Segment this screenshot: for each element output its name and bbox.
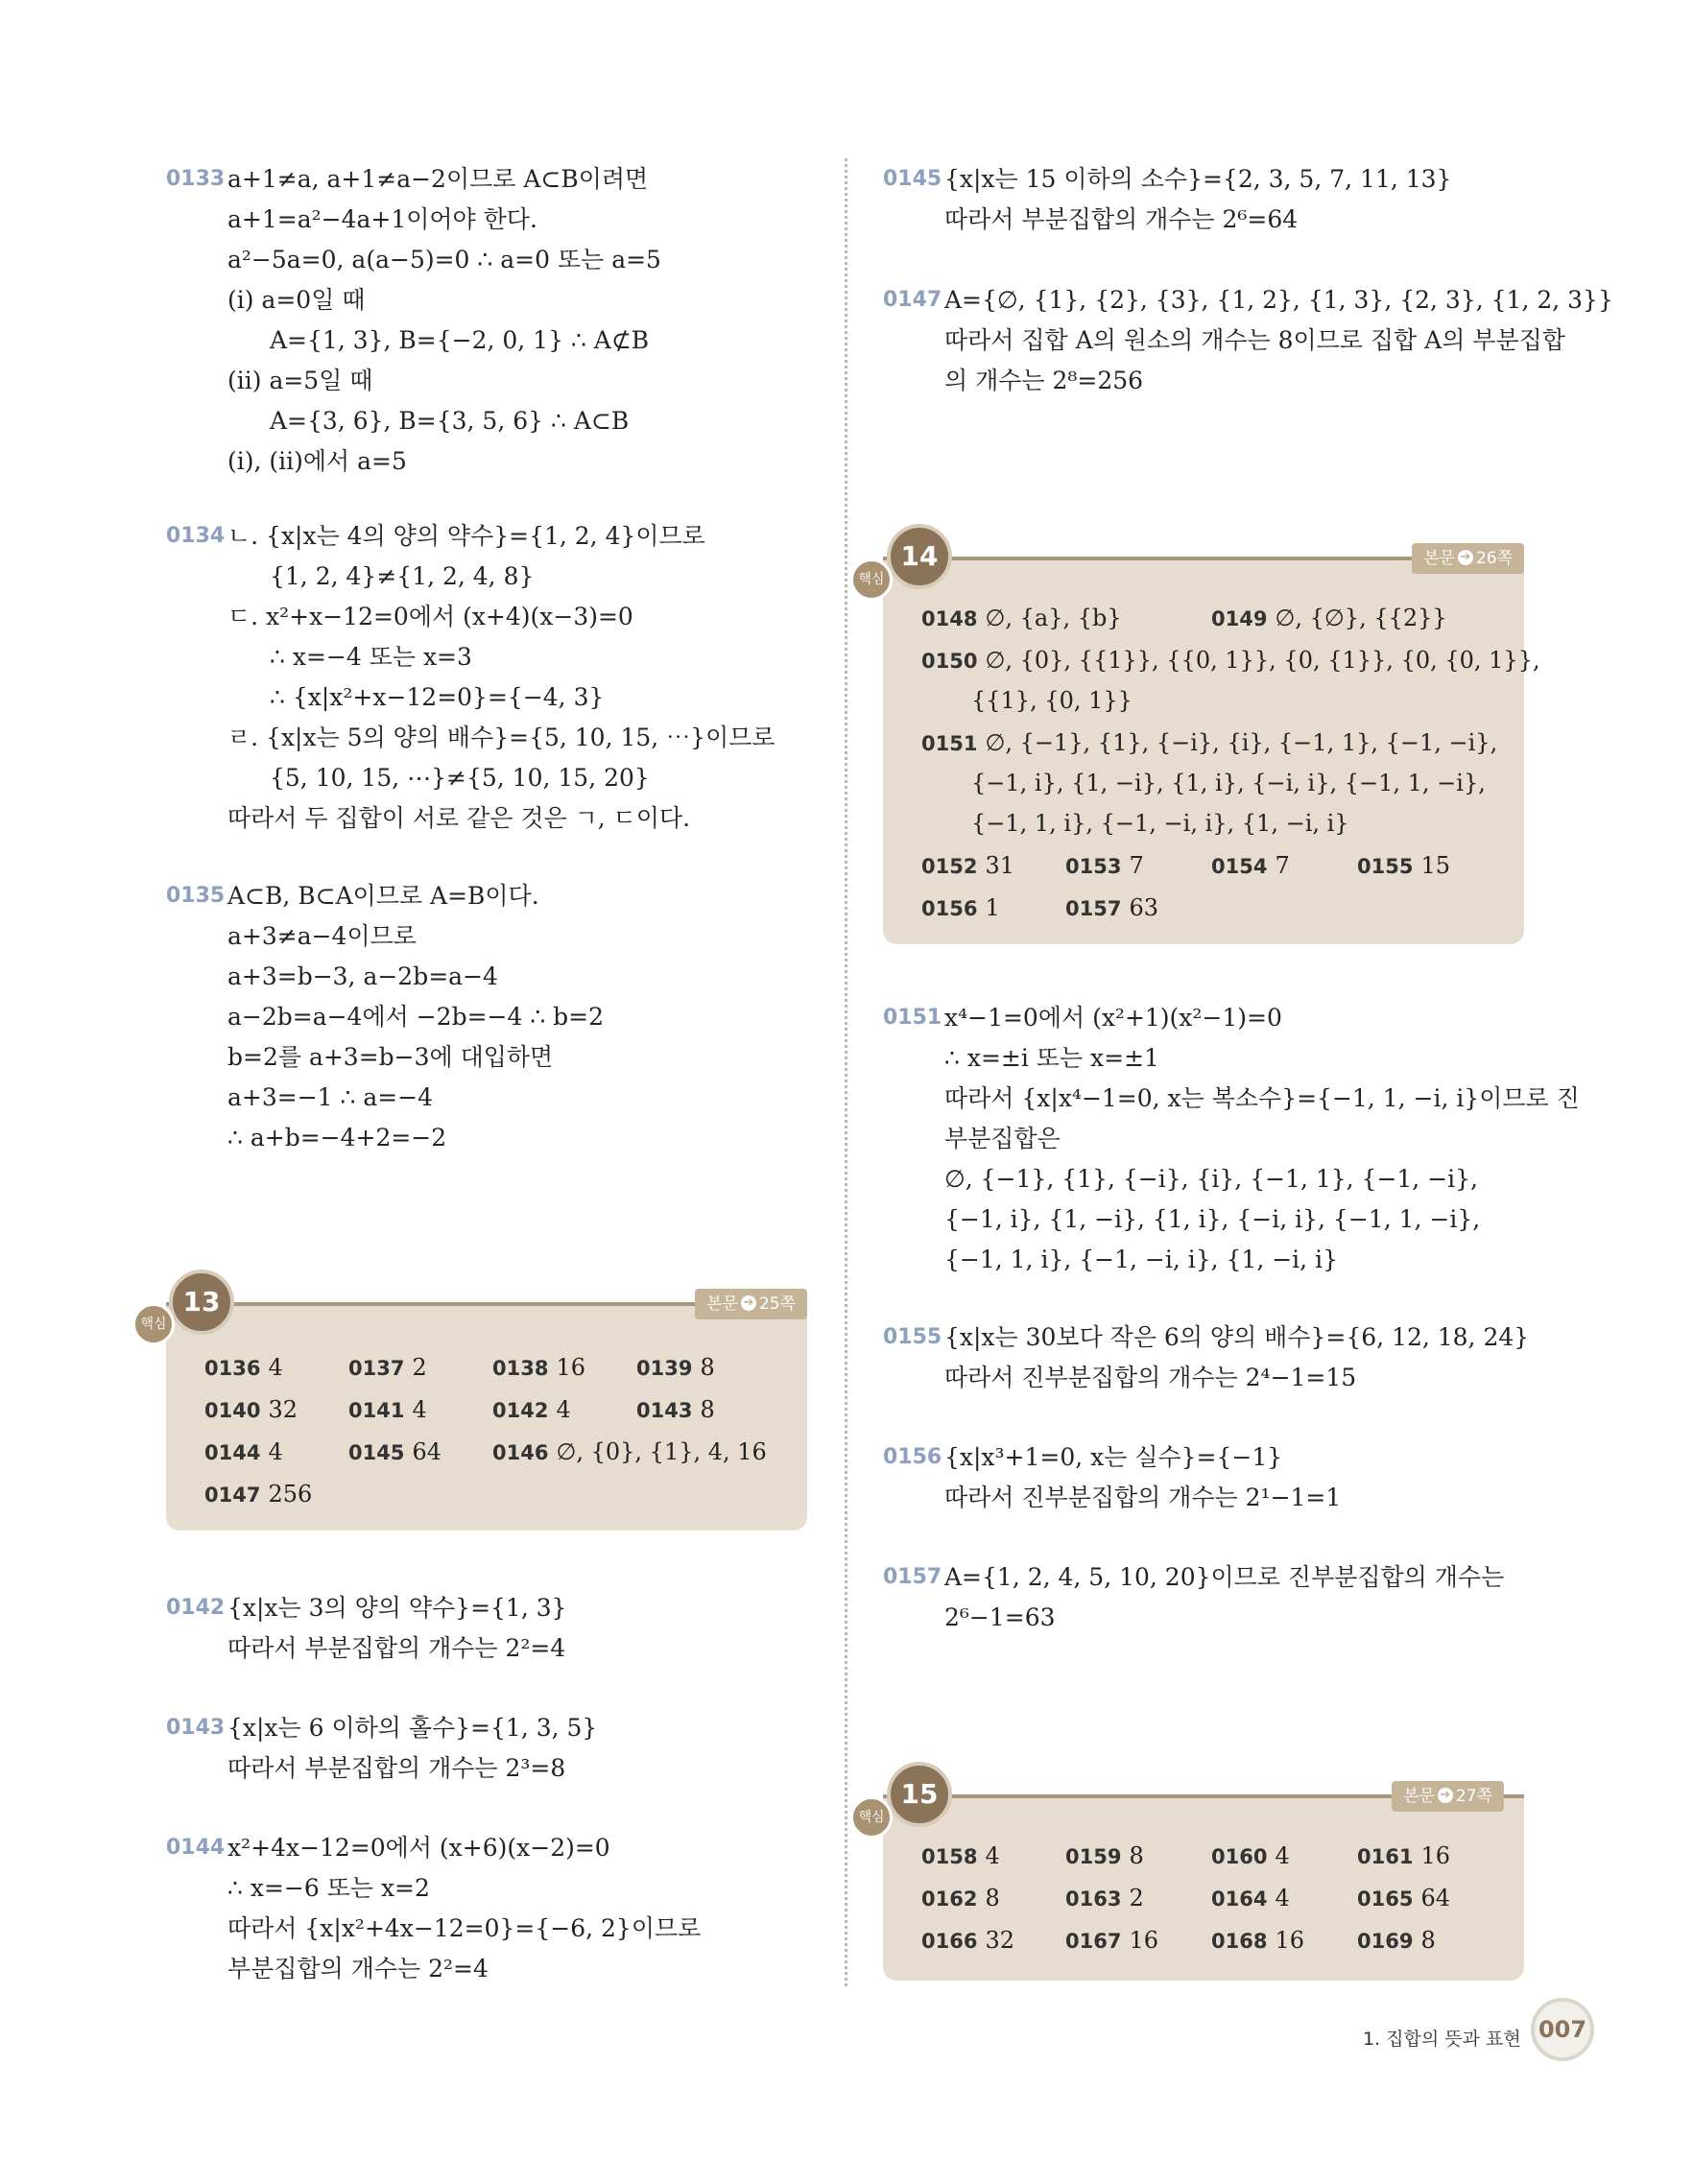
answer-value: ∅, {a}, {b} xyxy=(985,605,1122,631)
answer-value: {−1, 1, i}, {−1, −i, i}, {1, −i, i} xyxy=(971,810,1349,837)
answer-value: ∅, {0}, {{1}}, {{0, 1}}, {0, {1}}, {0, {0, 1}}, xyxy=(985,647,1540,674)
problem-0134 xyxy=(166,516,799,839)
solution-line: ㄴ. {x|x는 4의 양의 약수}={1, 2, 4}이므로 xyxy=(227,522,705,550)
problem-number: 0157 xyxy=(883,1565,942,1589)
answer-item xyxy=(971,764,1486,802)
answer-item xyxy=(921,1921,1014,1959)
core-label: 핵심 xyxy=(132,1303,175,1345)
solution-line: a+3=−1 ∴ a=−4 xyxy=(227,1083,434,1111)
solution-line: A={3, 6}, B={3, 5, 6} ∴ A⊂B xyxy=(270,407,630,435)
solution-line: a+3=b−3, a−2b=a−4 xyxy=(227,962,498,990)
problem-0142 xyxy=(166,1588,799,1669)
answer-item xyxy=(1211,1921,1304,1959)
answer-value: 4 xyxy=(556,1396,571,1423)
answer-number: 0161 xyxy=(1357,1845,1414,1868)
ref-prefix: 본문 xyxy=(1423,549,1455,568)
answer-item xyxy=(492,1433,767,1471)
answer-item xyxy=(1065,1921,1158,1959)
answer-value: 64 xyxy=(1420,1885,1450,1911)
solution-line: 따라서 두 집합이 서로 같은 것은 ㄱ, ㄷ이다. xyxy=(227,804,691,832)
solution-line: {x|x는 30보다 작은 6의 양의 배수}={6, 12, 18, 24} xyxy=(944,1323,1530,1351)
answer-item xyxy=(921,846,1014,885)
answer-number: 0157 xyxy=(1065,897,1122,920)
answer-value: 32 xyxy=(985,1927,1014,1954)
solution-line: a+3≠a−4이므로 xyxy=(227,922,417,950)
solution-line: A={∅, {1}, {2}, {3}, {1, 2}, {1, 3}, {2, 3}, {1, 2, 3}} xyxy=(944,286,1613,314)
answer-value: 4 xyxy=(268,1438,283,1465)
problem-number: 0143 xyxy=(166,1716,226,1740)
answer-value: {−1, i}, {1, −i}, {1, i}, {−i, i}, {−1, 1, −i}, xyxy=(971,770,1486,796)
answer-value: 1 xyxy=(985,894,1000,921)
answer-item xyxy=(1065,889,1158,927)
page-reference xyxy=(1392,1781,1504,1812)
answer-item xyxy=(348,1348,427,1387)
section-badge-14: 14 xyxy=(887,524,952,589)
answer-item xyxy=(1211,846,1290,885)
answer-number: 0168 xyxy=(1211,1930,1268,1953)
problem-0147 xyxy=(883,280,1613,401)
answer-number: 0156 xyxy=(921,897,978,920)
solution-line: ∴ x=−6 또는 x=2 xyxy=(227,1874,430,1902)
answer-value: 16 xyxy=(1275,1927,1304,1954)
answer-value: 256 xyxy=(268,1481,313,1507)
problem-number: 0133 xyxy=(166,167,226,191)
answer-number: 0136 xyxy=(204,1357,261,1380)
solution-line: a+1=a²−4a+1이어야 한다. xyxy=(227,205,537,233)
problem-number: 0147 xyxy=(883,288,942,312)
answer-value: 8 xyxy=(700,1354,715,1381)
answer-item xyxy=(921,641,1540,679)
answer-value: 63 xyxy=(1129,894,1158,921)
answer-value: 2 xyxy=(412,1354,427,1381)
answer-item xyxy=(636,1348,715,1387)
answer-value: 8 xyxy=(1129,1842,1144,1869)
answer-item xyxy=(348,1433,441,1471)
solution-line: 따라서 {x|x⁴−1=0, x는 복소수}={−1, 1, −i, i}이므로 진 xyxy=(944,1084,1580,1112)
answer-number: 0155 xyxy=(1357,855,1414,878)
answer-item xyxy=(204,1475,312,1513)
solution-line: ∴ a+b=−4+2=−2 xyxy=(227,1124,447,1151)
answer-item xyxy=(1357,1921,1436,1959)
problem-0144 xyxy=(166,1828,799,1989)
ref-prefix: 본문 xyxy=(706,1294,738,1314)
problem-0155 xyxy=(883,1318,1536,1398)
problem-0156 xyxy=(883,1437,1536,1518)
answer-number: 0160 xyxy=(1211,1845,1268,1868)
answer-number: 0158 xyxy=(921,1845,978,1868)
problem-0133 xyxy=(166,159,799,482)
answer-item xyxy=(1065,846,1144,885)
answer-number: 0159 xyxy=(1065,1845,1122,1868)
answer-value: 4 xyxy=(1275,1842,1290,1869)
solution-line: ㄷ. x²+x−12=0에서 (x+4)(x−3)=0 xyxy=(227,603,633,630)
answer-item xyxy=(1211,1837,1290,1875)
solution-line: {5, 10, 15, ⋯}≠{5, 10, 15, 20} xyxy=(270,764,650,792)
answer-item xyxy=(204,1348,283,1387)
answer-value: 64 xyxy=(412,1438,441,1465)
answer-value: 7 xyxy=(1129,852,1144,879)
problem-0143 xyxy=(166,1708,799,1789)
problem-0145 xyxy=(883,159,1536,240)
answer-number: 0164 xyxy=(1211,1887,1268,1911)
answer-value: {{1}, {0, 1}} xyxy=(971,687,1133,714)
solution-line: A={1, 3}, B={−2, 0, 1} ∴ A⊄B xyxy=(270,326,650,354)
problem-0157 xyxy=(883,1557,1536,1638)
answer-number: 0154 xyxy=(1211,855,1268,878)
solution-line: {x|x³+1=0, x는 실수}={−1} xyxy=(944,1443,1283,1471)
answer-number: 0162 xyxy=(921,1887,978,1911)
answer-item xyxy=(921,724,1497,762)
answer-item xyxy=(921,1879,1000,1917)
solution-line: {−1, 1, i}, {−1, −i, i}, {1, −i, i} xyxy=(944,1246,1338,1273)
answer-value: 8 xyxy=(985,1885,1000,1911)
answer-value: ∅, {0}, {1}, 4, 16 xyxy=(556,1438,767,1465)
answer-number: 0137 xyxy=(348,1357,405,1380)
solution-line: (i) a=0일 때 xyxy=(227,286,366,314)
ref-prefix: 본문 xyxy=(1403,1787,1435,1806)
section-badge-13: 13 xyxy=(169,1270,234,1335)
solution-line: 따라서 부분집합의 개수는 2⁶=64 xyxy=(944,205,1299,233)
answer-number: 0166 xyxy=(921,1930,978,1953)
answer-item xyxy=(1065,1837,1144,1875)
solution-line: {x|x는 3의 양의 약수}={1, 3} xyxy=(227,1594,567,1622)
answer-item xyxy=(1357,846,1450,885)
answer-number: 0141 xyxy=(348,1399,405,1422)
answer-value: 4 xyxy=(412,1396,427,1423)
answer-number: 0150 xyxy=(921,650,978,673)
solution-line: a−2b=a−4에서 −2b=−4 ∴ b=2 xyxy=(227,1003,605,1031)
answer-number: 0151 xyxy=(921,732,978,755)
answer-value: 8 xyxy=(700,1396,715,1423)
answer-value: 4 xyxy=(985,1842,1000,1869)
solution-line: A={1, 2, 4, 5, 10, 20}이므로 진부분집합의 개수는 xyxy=(944,1563,1505,1591)
solution-line: ∅, {−1}, {1}, {−i}, {i}, {−1, 1}, {−1, −i}, xyxy=(944,1165,1478,1193)
answer-number: 0138 xyxy=(492,1357,549,1380)
answer-box-15 xyxy=(883,1794,1524,1981)
answer-value: 16 xyxy=(556,1354,585,1381)
solution-line: 따라서 부분집합의 개수는 2³=8 xyxy=(227,1754,566,1782)
problem-0135 xyxy=(166,876,799,1158)
answer-item xyxy=(492,1390,571,1429)
solution-line: x²+4x−12=0에서 (x+6)(x−2)=0 xyxy=(227,1834,610,1862)
answer-number: 0145 xyxy=(348,1441,405,1464)
answer-item xyxy=(1357,1837,1450,1875)
answer-item xyxy=(971,804,1349,843)
problem-number: 0134 xyxy=(166,524,226,548)
answer-value: 32 xyxy=(268,1396,298,1423)
answer-item xyxy=(204,1433,283,1471)
answer-box-13 xyxy=(166,1294,807,1531)
problem-0151 xyxy=(883,998,1580,1280)
answer-number: 0144 xyxy=(204,1441,261,1464)
arrow-right-icon: ➔ xyxy=(1438,1788,1453,1803)
solution-line: 의 개수는 2⁸=256 xyxy=(944,367,1144,394)
answer-number: 0169 xyxy=(1357,1930,1414,1953)
solution-line: 부분집합의 개수는 2²=4 xyxy=(227,1955,489,1982)
answer-item xyxy=(1211,1879,1290,1917)
arrow-right-icon: ➔ xyxy=(1458,550,1473,565)
solution-line: ∴ x=±i 또는 x=±1 xyxy=(944,1044,1159,1072)
answer-item xyxy=(1357,1879,1450,1917)
solution-line: b=2를 a+3=b−3에 대입하면 xyxy=(227,1043,554,1071)
solution-line: 2⁶−1=63 xyxy=(944,1603,1056,1631)
answer-number: 0152 xyxy=(921,855,978,878)
solution-line: 부분집합은 xyxy=(944,1125,1061,1152)
answer-value: 2 xyxy=(1129,1885,1144,1911)
answer-item xyxy=(971,681,1133,720)
solution-line: 따라서 진부분집합의 개수는 2⁴−1=15 xyxy=(944,1364,1357,1391)
answer-value: 16 xyxy=(1129,1927,1158,1954)
answer-item xyxy=(921,599,1122,637)
answer-value: 15 xyxy=(1420,852,1450,879)
answer-item xyxy=(492,1348,585,1387)
problem-number: 0135 xyxy=(166,884,226,908)
answer-item xyxy=(1065,1879,1144,1917)
page-reference xyxy=(695,1289,807,1319)
solution-line: ㄹ. {x|x는 5의 양의 배수}={5, 10, 15, ⋯}이므로 xyxy=(227,724,775,751)
answer-item xyxy=(921,1837,1000,1875)
ref-page: 25쪽 xyxy=(758,1294,796,1314)
problem-number: 0151 xyxy=(883,1006,942,1030)
solution-line: 따라서 {x|x²+4x−12=0}={−6, 2}이므로 xyxy=(227,1914,702,1942)
column-divider xyxy=(845,158,847,1986)
answer-value: 7 xyxy=(1275,852,1290,879)
solution-line: ∴ x=−4 또는 x=3 xyxy=(270,643,472,671)
answer-number: 0146 xyxy=(492,1441,549,1464)
answer-item xyxy=(348,1390,427,1429)
ref-page: 27쪽 xyxy=(1455,1787,1492,1806)
answer-value: 4 xyxy=(1275,1885,1290,1911)
section-badge-15: 15 xyxy=(887,1762,952,1827)
solution-line: (i), (ii)에서 a=5 xyxy=(227,447,407,475)
answer-number: 0143 xyxy=(636,1399,693,1422)
solution-line: {x|x는 15 이하의 소수}={2, 3, 5, 7, 11, 13} xyxy=(944,165,1452,193)
solution-line: {x|x는 6 이하의 홀수}={1, 3, 5} xyxy=(227,1714,598,1742)
answer-value: ∅, {−1}, {1}, {−i}, {i}, {−1, 1}, {−1, −i}, xyxy=(985,729,1498,756)
answer-number: 0153 xyxy=(1065,855,1122,878)
solution-line: a²−5a=0, a(a−5)=0 ∴ a=0 또는 a=5 xyxy=(227,246,661,273)
answer-item xyxy=(204,1390,298,1429)
answer-value: 4 xyxy=(268,1354,283,1381)
core-label: 핵심 xyxy=(850,1796,893,1839)
page-number: 007 xyxy=(1531,1998,1594,2061)
answer-number: 0139 xyxy=(636,1357,693,1380)
answer-item xyxy=(1211,599,1447,637)
solution-line: {−1, i}, {1, −i}, {1, i}, {−i, i}, {−1, 1, −i}, xyxy=(944,1205,1481,1233)
solution-line: (ii) a=5일 때 xyxy=(227,367,373,394)
answer-value: 16 xyxy=(1420,1842,1450,1869)
problem-number: 0144 xyxy=(166,1836,226,1860)
answer-item xyxy=(921,889,1000,927)
answer-value: ∅, {∅}, {{2}} xyxy=(1275,605,1447,631)
solution-line: 따라서 진부분집합의 개수는 2¹−1=1 xyxy=(944,1484,1342,1511)
solution-line: ∴ {x|x²+x−12=0}={−4, 3} xyxy=(270,683,605,711)
solution-line: a+1≠a, a+1≠a−2이므로 A⊂B이려면 xyxy=(227,165,649,193)
answer-item xyxy=(636,1390,715,1429)
answer-number: 0140 xyxy=(204,1399,261,1422)
answer-number: 0148 xyxy=(921,607,978,630)
answer-value: 8 xyxy=(1420,1927,1436,1954)
problem-number: 0156 xyxy=(883,1445,942,1469)
solution-line: x⁴−1=0에서 (x²+1)(x²−1)=0 xyxy=(944,1004,1282,1032)
ref-page: 26쪽 xyxy=(1475,549,1513,568)
problem-number: 0142 xyxy=(166,1596,226,1620)
chapter-title: 1. 집합의 뜻과 표현 xyxy=(1363,2029,1521,2050)
answer-number: 0163 xyxy=(1065,1887,1122,1911)
problem-number: 0145 xyxy=(883,167,942,191)
solution-line: 따라서 집합 A의 원소의 개수는 8이므로 집합 A의 부분집합 xyxy=(944,326,1565,354)
core-label: 핵심 xyxy=(850,558,893,601)
answer-number: 0165 xyxy=(1357,1887,1414,1911)
arrow-right-icon: ➔ xyxy=(741,1295,756,1311)
answer-number: 0142 xyxy=(492,1399,549,1422)
solution-line: A⊂B, B⊂A이므로 A=B이다. xyxy=(227,882,539,910)
problem-number: 0155 xyxy=(883,1325,942,1349)
page-reference xyxy=(1412,543,1524,574)
solution-line: {1, 2, 4}≠{1, 2, 4, 8} xyxy=(270,562,535,590)
answer-number: 0149 xyxy=(1211,607,1268,630)
solution-line: 따라서 부분집합의 개수는 2²=4 xyxy=(227,1634,566,1662)
answer-number: 0147 xyxy=(204,1484,261,1507)
answer-box-14 xyxy=(883,549,1540,944)
answer-value: 31 xyxy=(985,852,1014,879)
answer-number: 0167 xyxy=(1065,1930,1122,1953)
